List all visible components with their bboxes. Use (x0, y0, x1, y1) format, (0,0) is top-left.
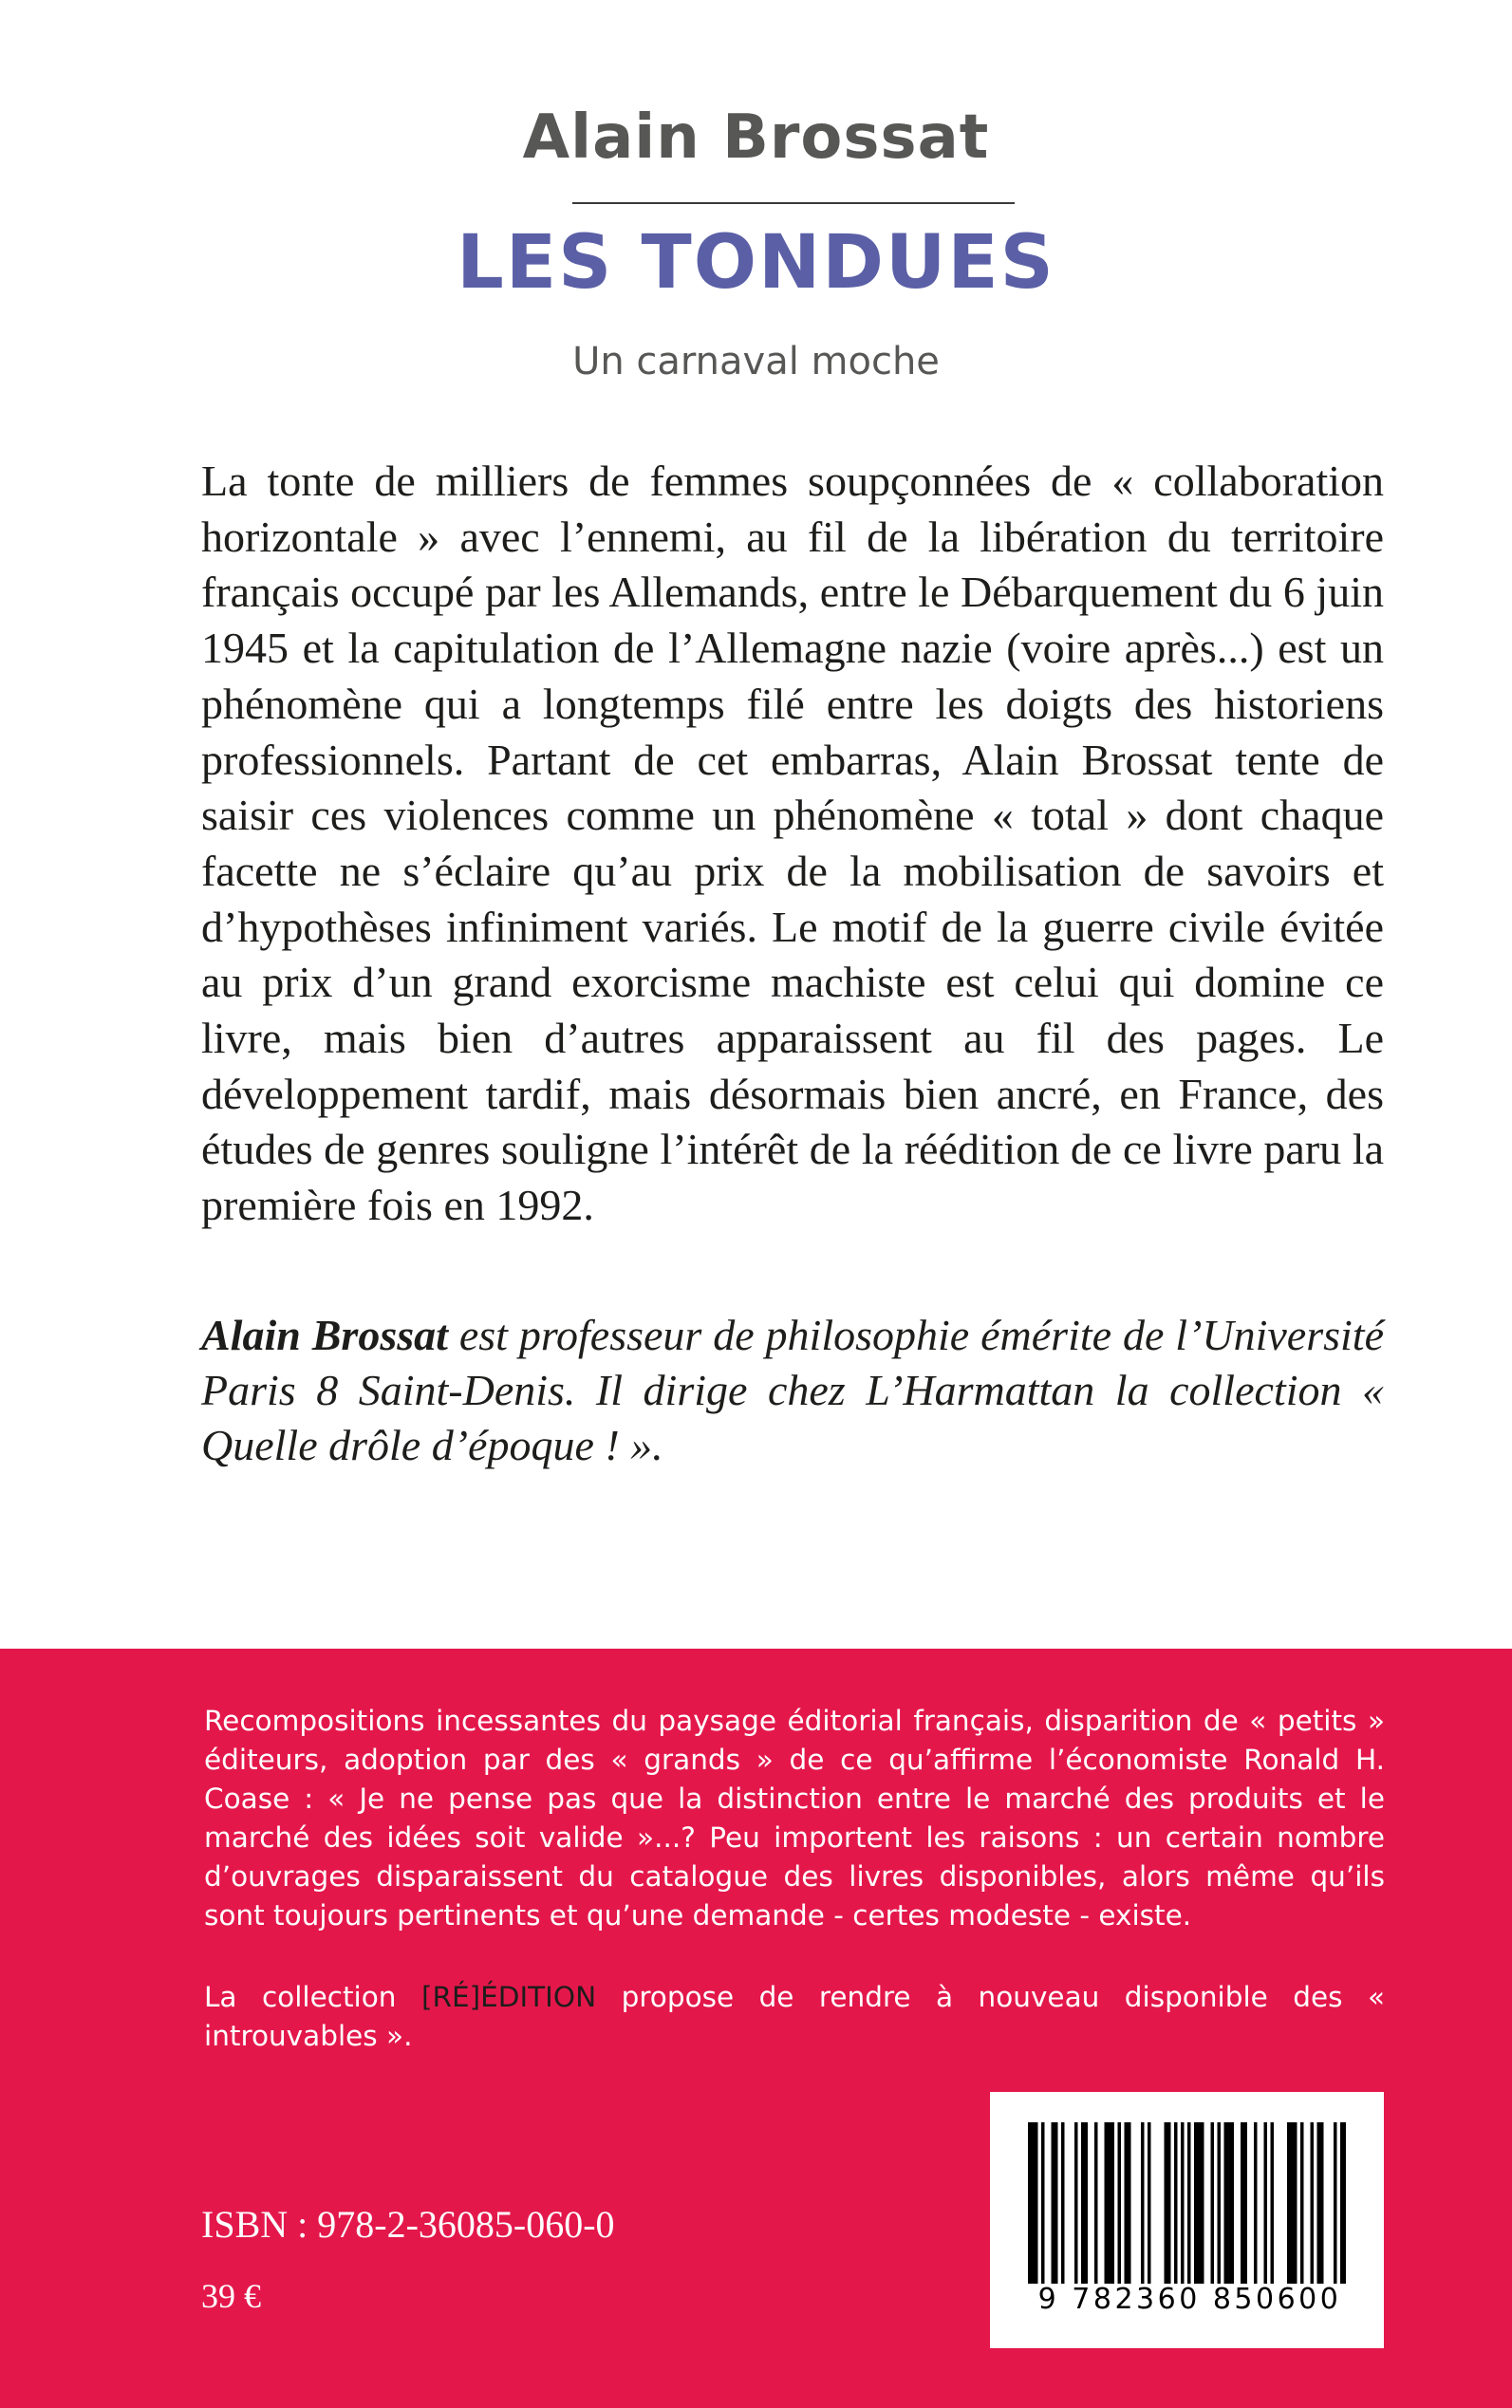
barcode-bar (1317, 2122, 1324, 2284)
price-label: 39 € (201, 2277, 261, 2315)
barcode-bar (1264, 2122, 1268, 2284)
barcode-bar (1187, 2122, 1191, 2284)
collection-description: Recompositions incessantes du paysage éditorial français, disparition de « petits » éditeurs, adoption par des « grands » de ce qu’affirme l’économiste Ronald H. Coase : « Je ne pense pas que la distinction entre le marché des produits et le marché des idées soit valide »...? Peu importent les raisons : un certain nombre d’ouvrages disparaissent du catalogue des livres disponibles, alors même qu’ils sont toujours pertinents et qu’une demande - certes modeste - existe. (204, 1705, 1385, 1932)
barcode-bar (1181, 2122, 1185, 2284)
barcode-bar (1218, 2122, 1222, 2284)
title-divider (572, 202, 1015, 204)
barcode-bar (1125, 2122, 1131, 2284)
barcode-bar (1148, 2122, 1151, 2284)
author-name: Alain Brossat (522, 103, 990, 173)
summary-text: La tonte de milliers de femmes soupçonnées de « collaboration horizontale » avec l’ennemi, au fil de la libération du territoire français occupé par les Allemands, entre le Débarquement du 6 juin 1945 et la capitulation de l’Allemagne nazie (voire après...) est un phénomène qui a longtemps filé entre les doigts des historiens professionnels. Partant de cet embarras, Alain Brossat tente de saisir ces violences comme un phénomène « total » dont chaque facette ne s’éclaire qu’au prix de la mobilisation de savoirs et d’hypothèses infiniment variés. Le motif de la guerre civile évitée au prix d’un grand exorcisme machiste est celui qui domine ce livre, mais bien d’autres apparaissent au fil des pages. Le développement tardif, mais désormais bien ancré, en France, des études de genres souligne l’intérêt de la réédition de ce livre paru la première fois en 1992. (201, 457, 1384, 1230)
barcode-bar (1340, 2122, 1346, 2284)
barcode (990, 2092, 1384, 2348)
book-title: LES TONDUES (457, 220, 1055, 306)
collection-pitch (204, 1978, 1385, 2056)
bio-author-name: Alain Brossat (201, 1311, 448, 1359)
barcode-bar (1094, 2122, 1098, 2284)
barcode-bar (1241, 2122, 1247, 2284)
barcode-digits: 9 782360 850600 (1037, 2283, 1342, 2316)
collection-pitch-end: propose de rendre à nouveau disponible des « introuvables ». (204, 1981, 1385, 2052)
collection-pitch-start: La collection (204, 1981, 421, 2013)
barcode-bar (1041, 2122, 1045, 2284)
barcode-bar (1224, 2122, 1235, 2284)
isbn-label: ISBN : 978-2-36085-060-0 (201, 2203, 615, 2246)
barcode-bar (1311, 2122, 1315, 2284)
barcode-bar (1028, 2122, 1038, 2284)
barcode-bar (1254, 2122, 1258, 2284)
barcode-bar (1300, 2122, 1304, 2284)
barcode-bar (1105, 2122, 1115, 2284)
barcode-bar (1194, 2122, 1204, 2284)
barcode-bar (1074, 2122, 1078, 2284)
collection-name: [RÉ]ÉDITION (420, 1981, 597, 2013)
barcode-bar (1334, 2122, 1337, 2284)
barcode-bar (1061, 2122, 1065, 2284)
barcode-bar (1287, 2122, 1297, 2284)
barcode-bar (1165, 2122, 1171, 2284)
barcode-bars-icon (1028, 2122, 1346, 2284)
barcode-bar (1271, 2122, 1275, 2284)
author-bio (201, 1308, 1384, 1473)
barcode-bar (1052, 2122, 1058, 2284)
barcode-bar (1081, 2122, 1088, 2284)
barcode-bar (1118, 2122, 1122, 2284)
bio-text: est professeur de philosophie émérite de l’Université Paris 8 Saint-Denis. Il dirige chez L’Harmattan la collection « Quelle drôle d’époque ! ». (201, 1311, 1384, 1469)
barcode-bar (1211, 2122, 1215, 2284)
book-subtitle: Un carnaval moche (572, 340, 940, 383)
barcode-bar (1174, 2122, 1178, 2284)
barcode-bar (1141, 2122, 1145, 2284)
